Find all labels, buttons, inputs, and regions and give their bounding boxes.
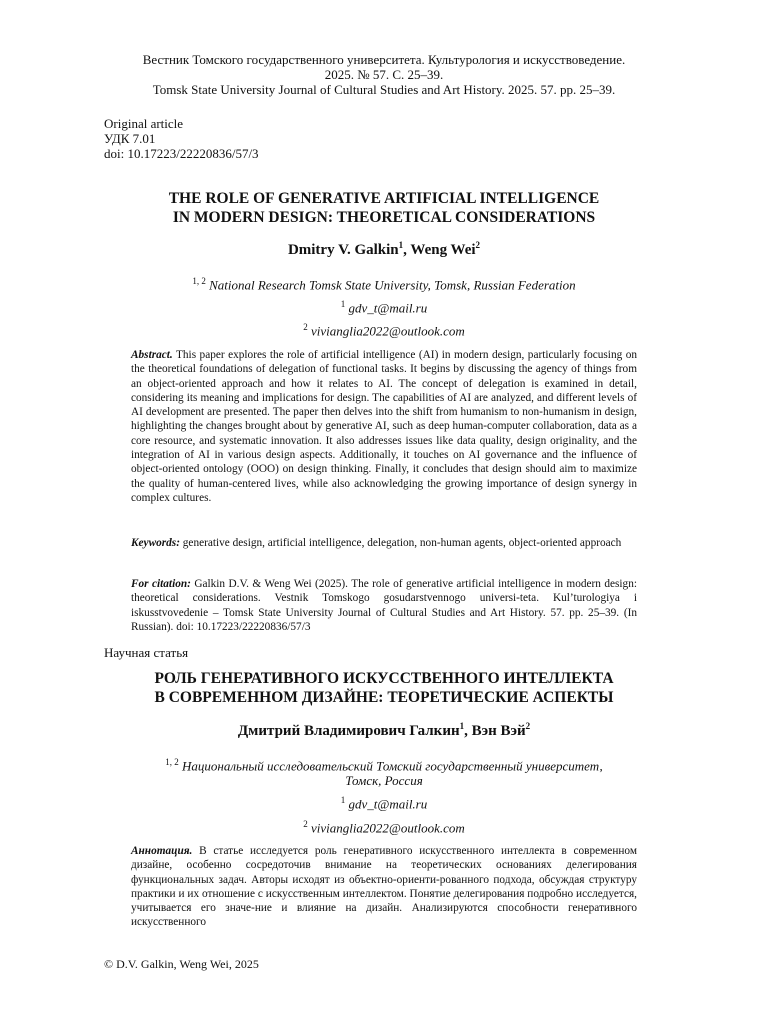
email-2-link[interactable]: vivianglia2022@outlook.com (310, 323, 465, 339)
email-1-ru (100, 795, 668, 812)
title-ru (80, 669, 688, 707)
author-1-sup-ru: 1 (459, 721, 465, 731)
title-en-line1: THE ROLE OF GENERATIVE ARTIFICIAL INTELLIGENCE (168, 190, 600, 207)
abstract-text: This paper explores the role of artificial intelligence (AI) in modern design, particularly focusing on the theoretical foundations of delegation of functional tasks. It begins by discussing the agency of things from an object-oriented approach and how it relates to AI. The concept of delegation is examined in detail, considering its meaning and implications for design. The capabilities of AI are analyzed, and different levels of AI development are presented. The paper then delves into the shift from humanism to non-humanism in design, highlighting the changes brought about by generative AI, such as deep human-computer collaboration, data as a core resource, and systematic innovation. It also addresses issues like data quality, design originality, and the integration of AI in various design aspects. Additionally, it touches on AI governance and the influence of object-oriented ontology (OOO) on design thinking. Finally, it concludes that design should aim to maximize the quality of human-centered lives, while also acknowledging the growing importance of design synergy in complex cultures. (131, 349, 637, 504)
email-2-en (100, 322, 668, 339)
affiliation-en (100, 274, 668, 292)
abstract-text-ru: В статье исследуется роль генеративного искусственного интеллекта в современном дизайне, особенно сосредоточив внимание на теоретических основаниях делегирования функциональных задач. Авторы исходят из объектно-ориенти-рованного подхода, обсуждая структуру практики и их отношение с искусственным интеллектом. Понятие делегирования подробно исследуется, учитывается его значе-ние и влияние на дизайн. Анализируются способности генеративного искусственного (131, 845, 637, 929)
journal-header (100, 52, 668, 97)
affiliation-ru-line2: Томск, Россия (345, 773, 423, 789)
authors-en (80, 240, 688, 259)
citation-en (131, 577, 637, 634)
journal-issue-ru: 2025. № 57. С. 25–39. (324, 67, 444, 82)
copyright-footer: © D.V. Galkin, Weng Wei, 2025 (104, 957, 259, 971)
email-1-link-ru[interactable]: gdv_t@mail.ru (348, 796, 428, 812)
title-en-line2: IN MODERN DESIGN: THEORETICAL CONSIDERATIONS (172, 209, 596, 226)
abstract-label: Abstract. (131, 349, 173, 361)
abstract-ru (131, 844, 637, 930)
author-separator: , (403, 242, 411, 258)
email-2-ru (100, 819, 668, 836)
author-2-name: Weng Wei (410, 242, 476, 258)
article-type-ru: Научная статья (104, 645, 189, 660)
email-1-en (100, 299, 668, 316)
author-separator-ru: , (464, 723, 472, 739)
citation-label: For citation: (131, 578, 191, 590)
author-2-sup-ru: 2 (525, 721, 531, 731)
title-ru-line2: В СОВРЕМЕННОМ ДИЗАЙНЕ: ТЕОРЕТИЧЕСКИЕ АСПЕКТЫ (154, 689, 614, 706)
keywords-label: Keywords: (131, 537, 180, 549)
email-2-sup-ru: 2 (303, 819, 308, 829)
journal-line-ru: Вестник Томского государственного университета. Культурология и искусствоведение. (142, 52, 626, 67)
title-en (80, 189, 688, 227)
author-1-sup: 1 (398, 240, 404, 250)
citation-text: Galkin D.V. & Weng Wei (2025). The role of generative artificial intelligence in modern design: theoretical considerations. Vestnik Tomskogo gosudarstvennogo universi-teta. Kul’turologiya i iskusstvovedenie – Tomsk State University Journal of Cultural Studies and Art History. 57. pp. 25–39. (In Russian). doi: 10.17223/22220836/57/3 (131, 578, 637, 633)
udk-code: УДК 7.01 (104, 131, 156, 146)
affiliation-ru-line1: Национальный исследовательский Томский государственный университет, (182, 758, 603, 774)
abstract-en (131, 348, 637, 505)
article-type: Original article (104, 116, 184, 131)
keywords-text: generative design, artificial intelligence, delegation, non-human agents, object-oriented approach (179, 537, 622, 549)
keywords-en (131, 536, 637, 550)
journal-line-en: Tomsk State University Journal of Cultural Studies and Art History. 2025. 57. pp. 25–39. (152, 82, 616, 97)
title-ru-line1: РОЛЬ ГЕНЕРАТИВНОГО ИСКУССТВЕННОГО ИНТЕЛЛЕКТА (154, 670, 614, 687)
affiliation-sup-ru: 1, 2 (165, 757, 179, 767)
affiliation-text: National Research Tomsk State University, Tomsk, Russian Federation (209, 277, 576, 293)
abstract-label-ru: Аннотация. (131, 845, 193, 857)
email-1-link[interactable]: gdv_t@mail.ru (348, 300, 428, 316)
doi: doi: 10.17223/22220836/57/3 (104, 146, 259, 161)
author-1-name-ru: Дмитрий Владимирович Галкин (237, 723, 460, 739)
affiliation-ru (100, 755, 668, 788)
author-1-name: Dmitry V. Galkin (287, 242, 399, 258)
email-1-sup: 1 (340, 299, 346, 309)
email-1-sup-ru: 1 (340, 795, 346, 805)
author-2-name-ru: Вэн Вэй (471, 723, 526, 739)
email-2-sup: 2 (303, 322, 308, 332)
authors-ru (80, 721, 688, 740)
email-2-link-ru[interactable]: vivianglia2022@outlook.com (310, 820, 465, 836)
article-meta (104, 116, 259, 161)
author-2-sup: 2 (475, 240, 481, 250)
affiliation-sup: 1, 2 (192, 276, 206, 286)
